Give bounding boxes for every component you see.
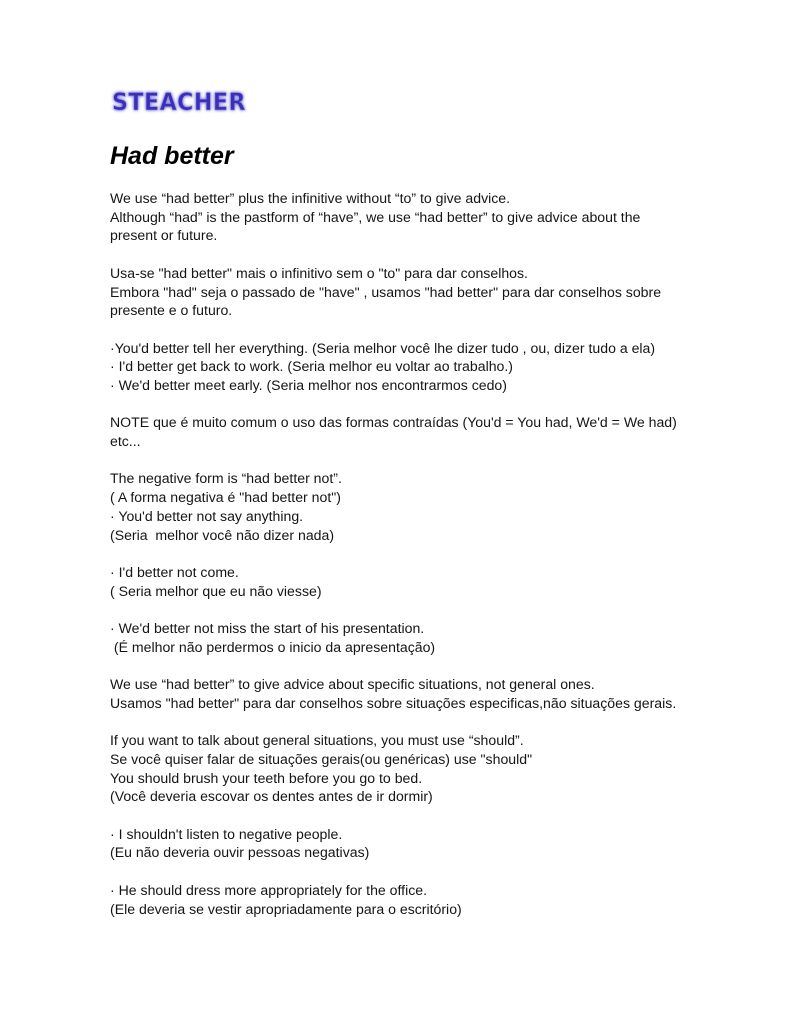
text-line: ·You'd better tell her everything. (Seria melhor você lhe dizer tudo , ou, dizer tudo a ela) [110, 339, 656, 356]
paragraph-gap [110, 451, 710, 470]
paragraph [110, 619, 710, 656]
paragraph-gap [110, 245, 710, 264]
paragraph-gap [110, 395, 710, 414]
paragraph [110, 339, 710, 395]
paragraph [110, 563, 710, 600]
paragraph-gap [110, 713, 710, 732]
text-line: (Você deveria escovar os dentes antes de ir dormir) [110, 788, 433, 805]
paragraph [110, 189, 710, 245]
paragraph [110, 881, 710, 918]
text-line: etc... [110, 433, 141, 450]
text-line: presente e o futuro. [110, 302, 233, 319]
paragraph-gap [110, 600, 710, 619]
paragraph-gap [110, 544, 710, 563]
paragraph [110, 264, 710, 320]
document-page [110, 84, 710, 918]
text-line: · You'd better not say anything. [110, 507, 304, 524]
text-line: · I'd better not come. [110, 563, 239, 580]
text-line: (Seria melhor você não dizer nada) [110, 526, 335, 543]
paragraph [110, 469, 710, 544]
text-line: (Eu não deveria ouvir pessoas negativas) [110, 844, 370, 861]
text-line: ( Seria melhor que eu não viesse) [110, 582, 322, 599]
logo-text: STEACHER [112, 88, 246, 116]
text-line: · I shouldn't listen to negative people. [110, 825, 343, 842]
document-body [110, 189, 710, 918]
paragraph-gap [110, 806, 710, 825]
paragraph-gap [110, 320, 710, 339]
text-line: · I'd better get back to work. (Seria melhor eu voltar ao trabalho.) [110, 358, 513, 375]
text-line: Usamos "had better" para dar conselhos sobre situações especificas,não situações gerais. [110, 694, 677, 711]
text-line: · He should dress more appropriately for the office. [110, 881, 428, 898]
text-line: If you want to talk about general situations, you must use “should”. [110, 732, 524, 749]
text-line: Although “had” is the pastform of “have”, we use “had better” to give advice about the [110, 208, 641, 225]
text-line: (É melhor não perdermos o inicio da apresentação) [110, 638, 436, 655]
text-line: Embora "had" seja o passado de "have" , usamos "had better" para dar conselhos sobre [110, 283, 662, 300]
steacher-logo [110, 84, 250, 118]
paragraph [110, 675, 710, 712]
paragraph [110, 825, 710, 862]
text-line: · We'd better not miss the start of his presentation. [110, 620, 425, 637]
text-line: Usa-se "had better" mais o infinitivo sem o "to" para dar conselhos. [110, 264, 528, 281]
paragraph-gap [110, 862, 710, 881]
text-line: We use “had better” plus the infinitive without “to” to give advice. [110, 190, 511, 206]
page-title: Had better [110, 142, 234, 170]
text-line: present or future. [110, 227, 218, 244]
text-line: Se você quiser falar de situações gerais(ou genéricas) use "should" [110, 750, 533, 767]
text-line: We use “had better” to give advice about specific situations, not general ones. [110, 676, 595, 693]
paragraph-gap [110, 656, 710, 675]
text-line: (Ele deveria se vestir apropriadamente para o escritório) [110, 900, 462, 917]
paragraph [110, 731, 710, 806]
text-line: · We'd better meet early. (Seria melhor nos encontrarmos cedo) [110, 377, 507, 393]
text-line: NOTE que é muito comum o uso das formas contraídas (You'd = You had, We'd = We had) [110, 414, 677, 431]
text-line: You should brush your teeth before you go to bed. [110, 769, 423, 786]
text-line: The negative form is “had better not”. [110, 470, 342, 487]
text-line: ( A forma negativa é "had better not") [110, 489, 341, 506]
logo-graphic [110, 84, 250, 118]
paragraph [110, 413, 710, 450]
